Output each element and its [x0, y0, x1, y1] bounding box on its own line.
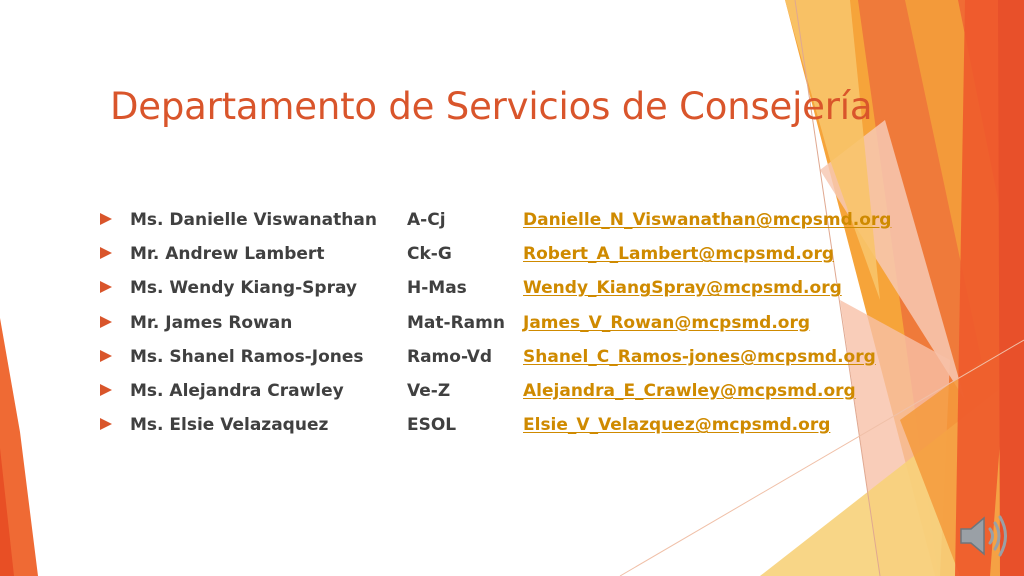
list-item: [100, 238, 900, 272]
email-link[interactable]: Shanel_C_Ramos-jones@mcpsmd.org: [523, 346, 876, 367]
triangle-bullet-icon: [100, 350, 112, 362]
alphabet-range: Mat-Ramn: [407, 312, 505, 333]
alphabet-range: H-Mas: [407, 278, 467, 299]
alphabet-range: Ramo-Vd: [407, 346, 493, 367]
list-item: [100, 272, 900, 306]
list-item: [100, 307, 900, 341]
alphabet-range: ESOL: [407, 415, 457, 436]
triangle-bullet-icon: [100, 213, 112, 225]
list-item: [100, 204, 900, 238]
counselor-list: [100, 204, 900, 443]
counselor-name: Ms. Wendy Kiang-Spray: [130, 278, 357, 299]
email-link[interactable]: Alejandra_E_Crawley@mcpsmd.org: [523, 380, 856, 401]
email-link[interactable]: Wendy_KiangSpray@mcpsmd.org: [523, 278, 842, 299]
counselor-name: Ms. Alejandra Crawley: [130, 380, 344, 401]
counselor-name: Ms. Shanel Ramos-Jones: [130, 346, 364, 367]
page-title: Departamento de Servicios de Consejería: [110, 85, 873, 128]
list-item: [100, 341, 900, 375]
triangle-bullet-icon: [100, 281, 112, 293]
list-item: [100, 409, 900, 443]
triangle-bullet-icon: [100, 316, 112, 328]
email-link[interactable]: Robert_A_Lambert@mcpsmd.org: [523, 244, 835, 265]
speaker-audio-icon[interactable]: [957, 512, 1011, 560]
alphabet-range: Ck-G: [407, 244, 452, 265]
counselor-name: Mr. James Rowan: [130, 312, 293, 333]
counselor-name: Ms. Elsie Velazaquez: [130, 415, 329, 436]
counselor-name: Mr. Andrew Lambert: [130, 244, 325, 265]
alphabet-range: A-Cj: [407, 210, 446, 230]
triangle-bullet-icon: [100, 247, 112, 259]
triangle-bullet-icon: [100, 384, 112, 396]
alphabet-range: Ve-Z: [407, 380, 451, 401]
triangle-bullet-icon: [100, 418, 112, 430]
counselor-name: Ms. Danielle Viswanathan: [130, 210, 377, 230]
list-item: [100, 375, 900, 409]
email-link[interactable]: Danielle_N_Viswanathan@mcpsmd.org: [523, 210, 892, 230]
email-link[interactable]: Elsie_V_Velazquez@mcpsmd.org: [523, 415, 831, 436]
email-link[interactable]: James_V_Rowan@mcpsmd.org: [523, 312, 811, 333]
